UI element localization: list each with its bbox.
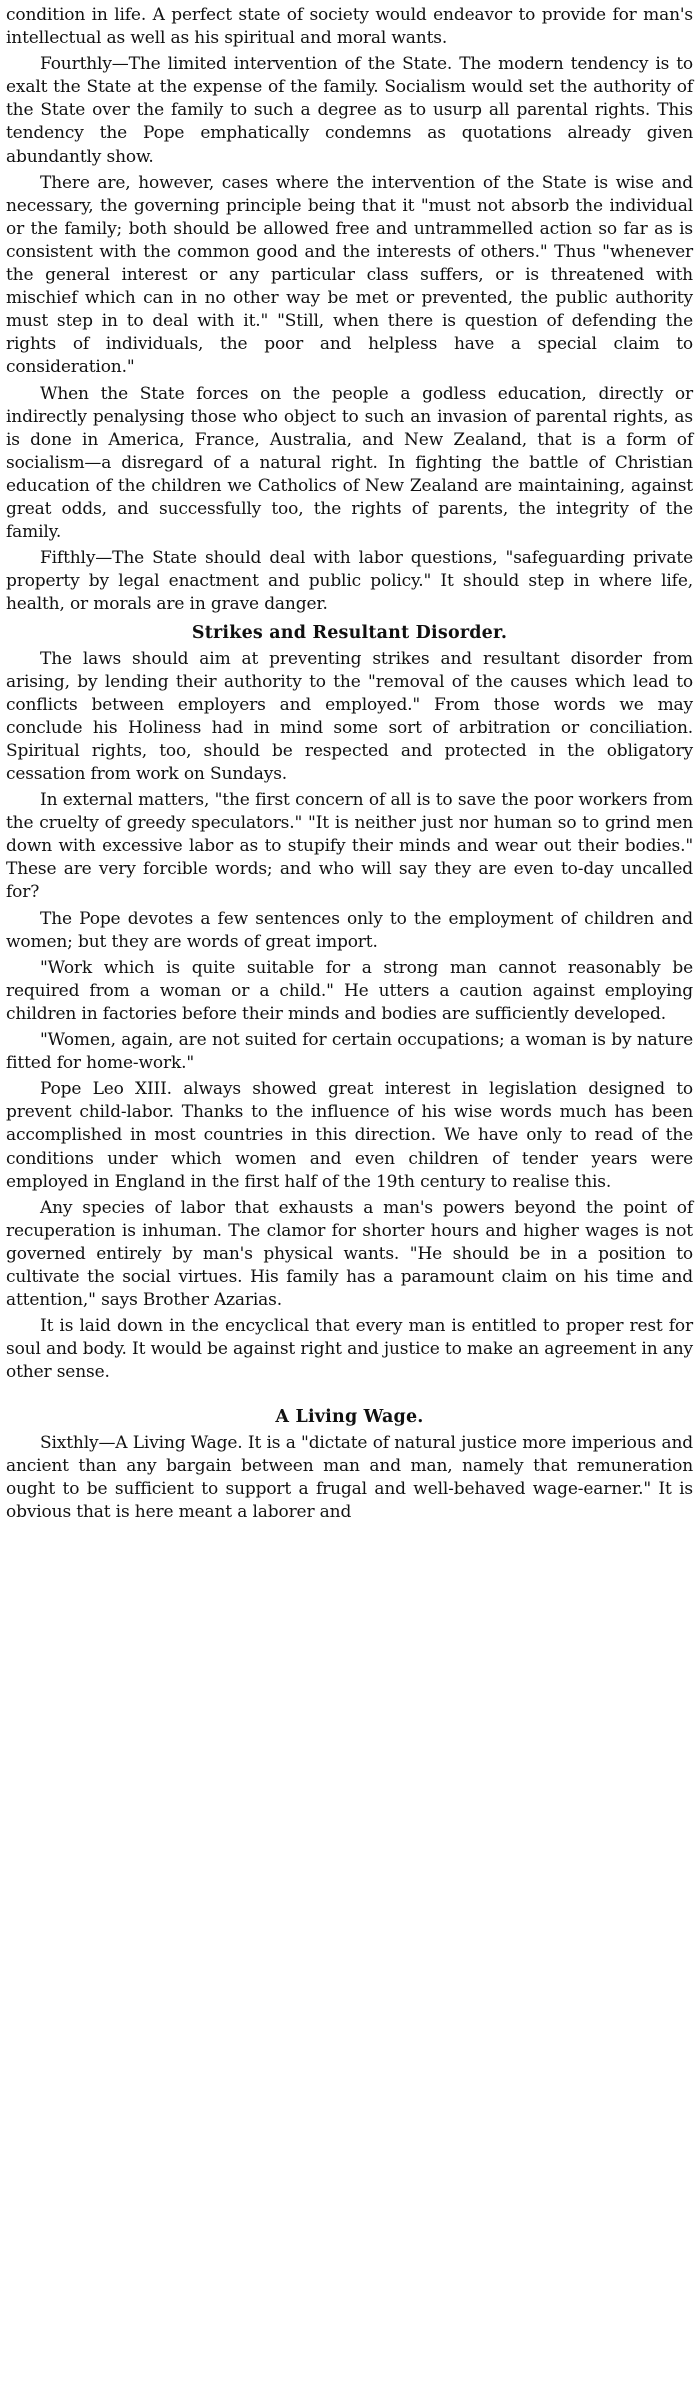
paragraph-labor-exhausts: Any species of labor that exhausts a man's powers beyond the point of recuperation is inhuman. The clamor for shorter hours and higher wages is not governed entirely by man's physical wants. "He should be in a position to cultivate the social virtues. His family has a paramount claim on his time and attention," says Brother Azarias. [6, 1197, 693, 1311]
paragraph-children-women: The Pope devotes a few sentences only to the employment of children and women; but they are words of great import. [6, 908, 693, 952]
paragraph-fourthly: Fourthly—The limited intervention of the State. The modern tendency is to exalt the State at the expense of the family. Socialism would set the authority of the State over the family to such a degree as to usurp all parental rights. This tendency the Pope emphatically condemns as quotations already given abundantly show. [6, 54, 693, 167]
paragraph-external-matters: In external matters, "the first concern of all is to save the poor workers from the cruelty of greedy speculators." "It is neither just nor human so to grind men down with excessive labor as to stupify their minds and wear out their bodies." These are very forcible words; and who will say they are even to-day uncalled for? [6, 790, 693, 903]
paragraph-laws-strikes: The laws should aim at preventing strikes and resultant disorder from arising, by lending their authority to the "removal of the causes which lead to conflicts between employers and employed." From those words we may conclude his Holiness had in mind some sort of arbitration or conciliation. Spiritual rights, too, should be respected and protected in the obligatory cessation from work on Sundays. [6, 648, 693, 784]
paragraph-work-suitable: "Work which is quite suitable for a strong man cannot reasonably be required from a woman or a child." He utters a caution against employing children in factories before their minds and bodies are sufficiently developed. [6, 957, 693, 1024]
paragraph-godless-education: When the State forces on the people a godless education, directly or indirectly penalysing those who object to such an invasion of parental rights, as is done in America, France, Australia, and New Zealand, that is a form of socialism—a disregard of a natural right. In fighting the battle of Christian education of the children we Catholics of New Zealand are maintaining, against great odds, and successfully too, the rights of parents, the integrity of the family. [6, 383, 693, 543]
paragraph-women-occupations: "Women, again, are not suited for certain occupations; a woman is by nature fitted for home-work." [6, 1030, 693, 1074]
paragraph-pope-leo: Pope Leo XIII. always showed great interest in legislation designed to prevent child-labor. Thanks to the influence of his wise words much has been accomplished in most countries in this direction. We have only to read of the conditions under which women and even children of tender years were employed in England in the first half of the 19th century to realise this. [6, 1079, 693, 1192]
paragraph-condition-in-life: condition in life. A perfect state of society would endeavor to provide for man's intellectual as well as his spiritual and moral wants. [6, 5, 693, 49]
paragraph-state-intervention: There are, however, cases where the intervention of the State is wise and necessary, the governing principle being that it "must not absorb the individual or the family; both should be allowed free and untrammelled action so far as is consistent with the common good and the interests of others." Thus "whenever the general interest or any particular class suffers, or is threatened with mischief which can in no other way be met or prevented, the public authority must step in to deal with it." "Still, when there is question of defending the rights of individuals, the poor and helpless have a special claim to consideration." [6, 172, 693, 378]
paragraph-fifthly: Fifthly—The State should deal with labor questions, "safeguarding private property by legal enactment and public policy." It should step in where life, health, or morals are in grave danger. [6, 548, 693, 615]
section-heading-strikes: Strikes and Resultant Disorder. [191, 623, 508, 644]
paragraph-proper-rest: It is laid down in the encyclical that every man is entitled to proper rest for soul and body. It would be against right and justice to make an agreement in any other sense. [6, 1316, 693, 1383]
paragraph-sixthly: Sixthly—A Living Wage. It is a "dictate of natural justice more imperious and ancient than any bargain between man and man, namely that remuneration ought to be sufficient to support a frugal and well-behaved wage-earner." It is obvious that is here meant a laborer and [6, 1432, 693, 1522]
section-heading-living-wage: A Living Wage. [275, 1407, 424, 1428]
